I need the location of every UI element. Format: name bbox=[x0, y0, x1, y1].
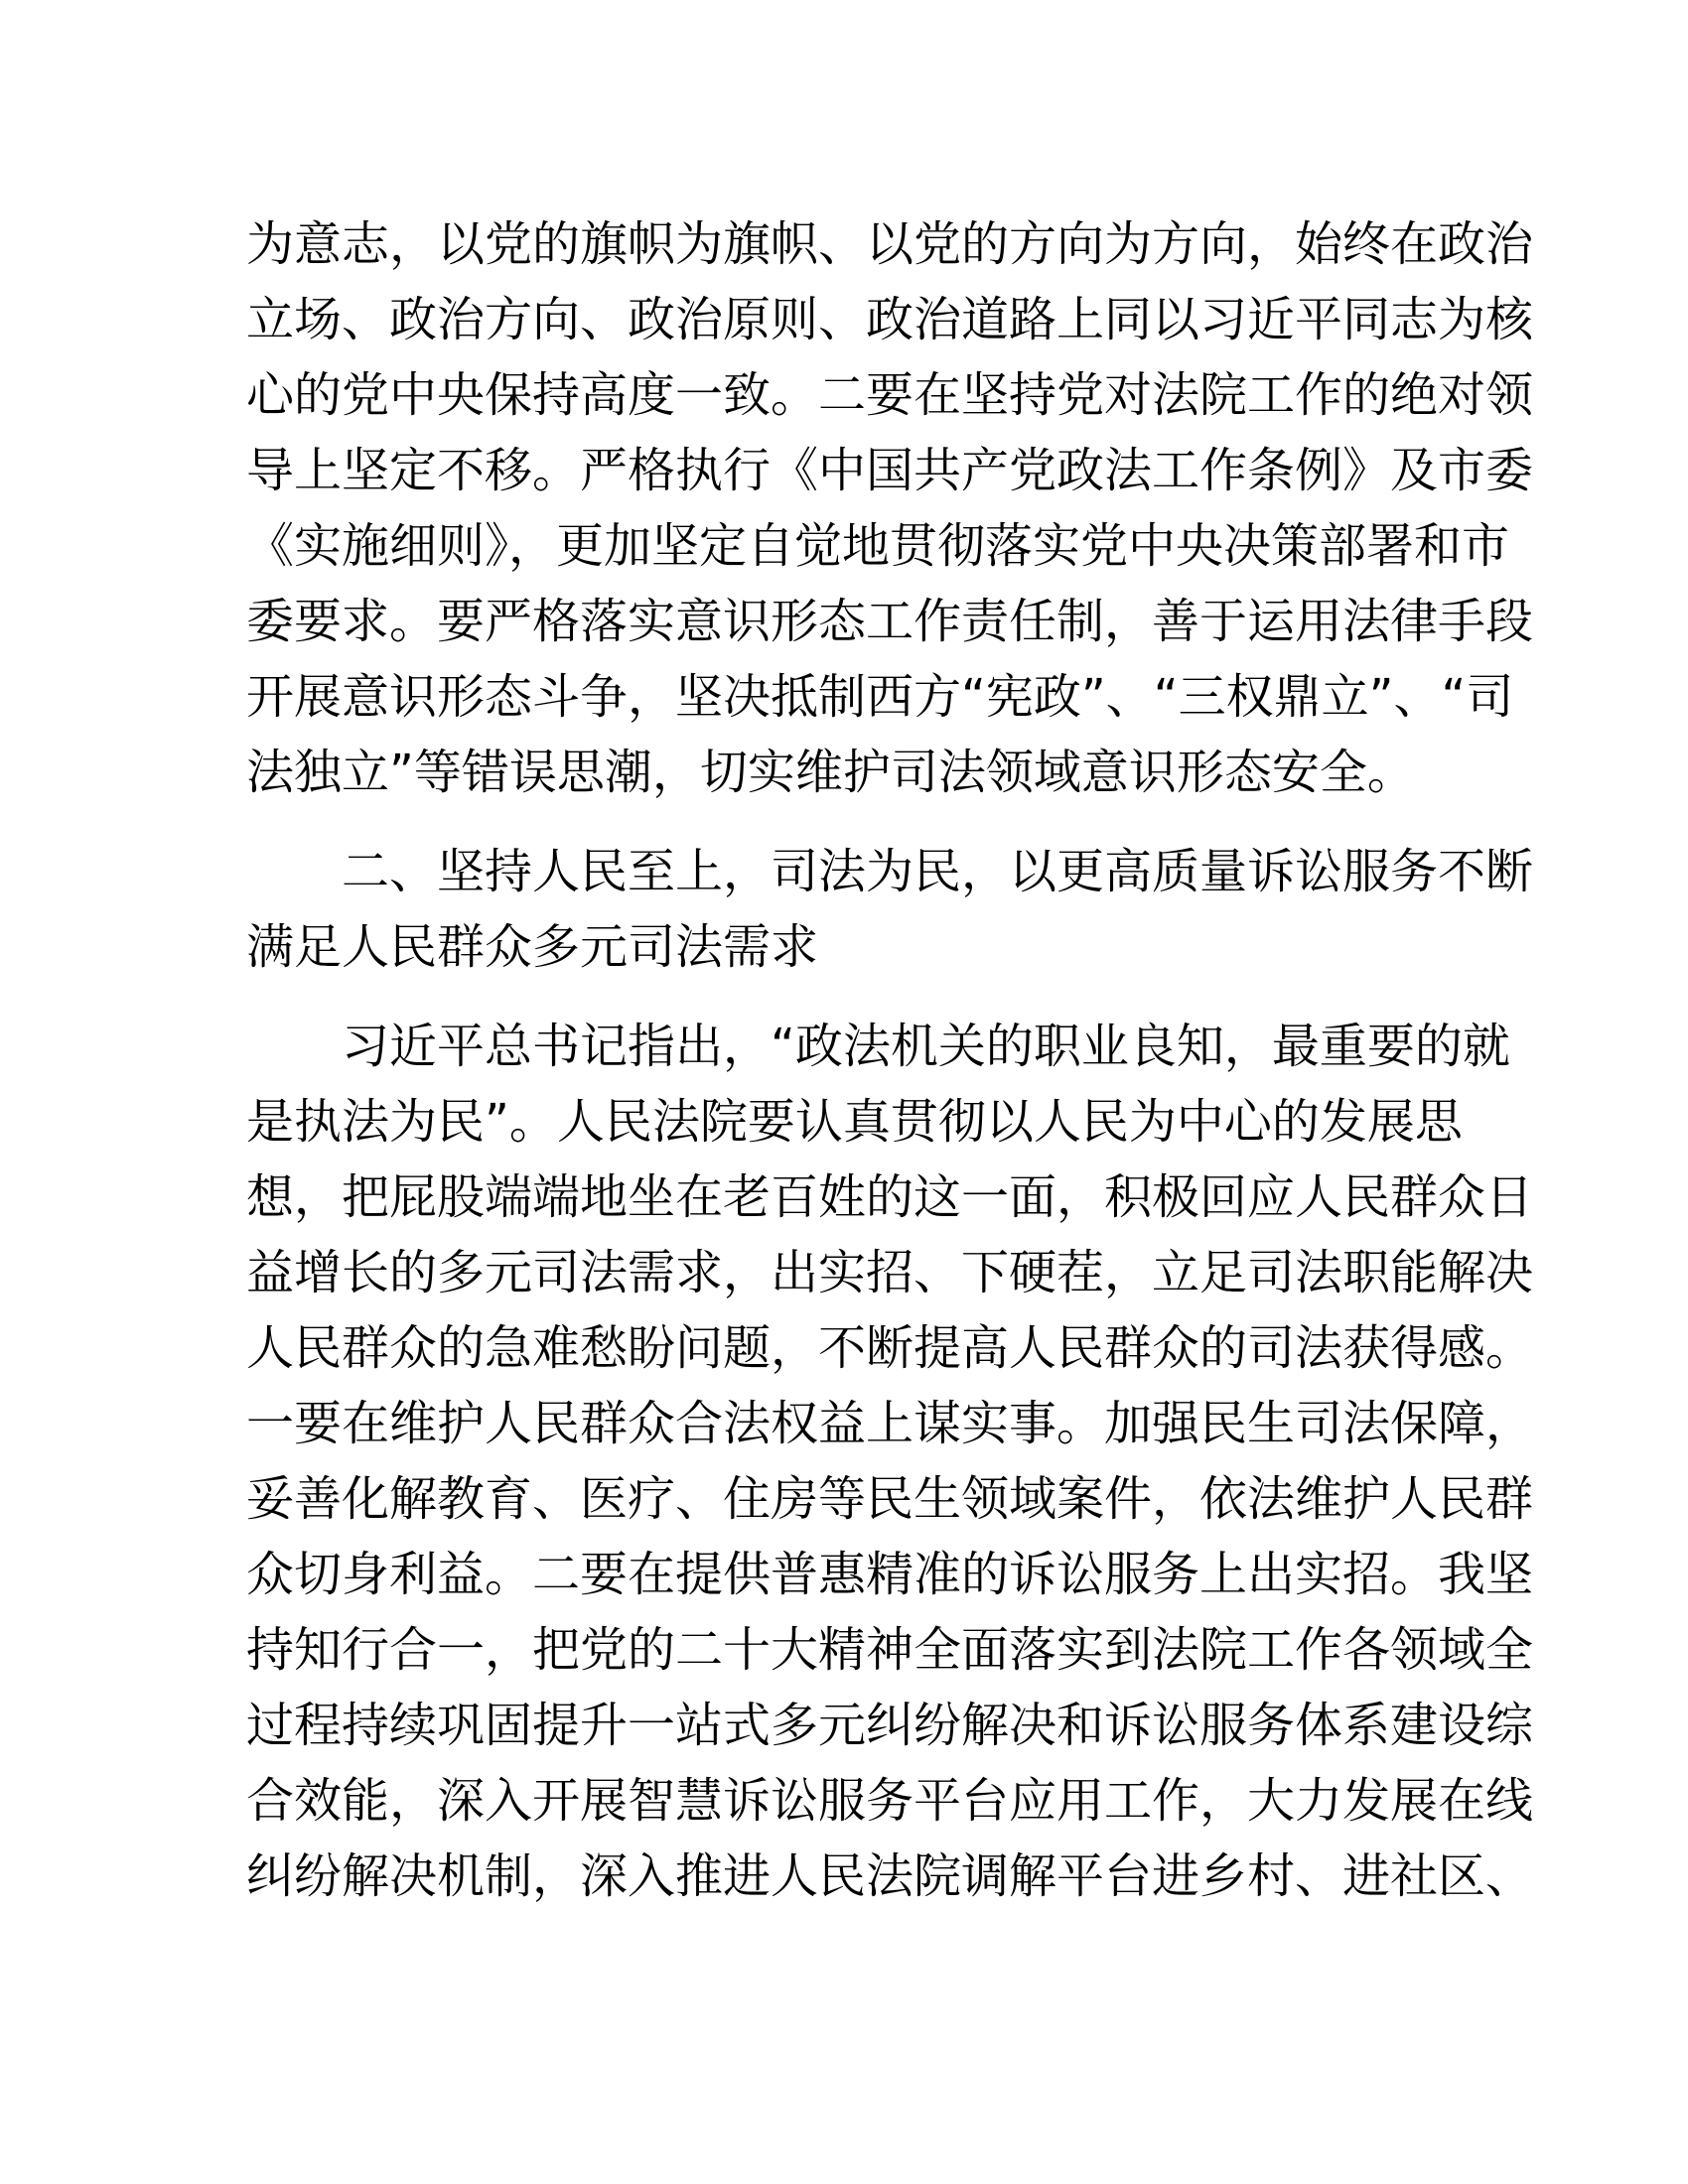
text-line: 《实施细则》，更加坚定自觉地贯彻落实党中央决策部署和市 bbox=[246, 518, 1510, 574]
text-line: 导上坚定不移。严格执行《中国共产党政法工作条例》及市委 bbox=[246, 443, 1534, 498]
section-heading-line: 满足人民群众多元司法需求 bbox=[246, 919, 819, 975]
text-line: 心的党中央保持高度一致。二要在坚持党对法院工作的绝对领 bbox=[246, 367, 1534, 423]
text-line: 开展意识形态斗争，坚决抵制西方“宪政”、“三权鼎立”、“司 bbox=[246, 669, 1514, 725]
text-line: 委要求。要严格落实意识形态工作责任制，善于运用法律手段 bbox=[246, 594, 1534, 649]
text-line: 持知行合一，把党的二十大精神全面落实到法院工作各领域全 bbox=[246, 1622, 1534, 1678]
document-body bbox=[246, 206, 1534, 1914]
text-line: 法独立”等错误思潮，切实维护司法领域意识形态安全。 bbox=[246, 745, 1415, 800]
section-heading-line: 二、坚持人民至上，司法为民，以更高质量诉讼服务不断 bbox=[246, 844, 1534, 899]
text-line: 立场、政治方向、政治原则、政治道路上同以习近平同志为核 bbox=[246, 292, 1534, 347]
text-line: 是执法为民”。人民法院要认真贯彻以人民为中心的发展思 bbox=[246, 1094, 1463, 1150]
text-line: 为意志，以党的旗帜为旗帜、以党的方向为方向，始终在政治 bbox=[246, 216, 1534, 272]
text-line: 妥善化解教育、医疗、住房等民生领域案件，依法维护人民群 bbox=[246, 1471, 1534, 1527]
text-line: 过程持续巩固提升一站式多元纠纷解决和诉讼服务体系建设综 bbox=[246, 1698, 1534, 1753]
text-line: 合效能，深入开展智慧诉讼服务平台应用工作，大力发展在线 bbox=[246, 1773, 1534, 1829]
text-line: 习近平总书记指出，“政法机关的职业良知，最重要的就 bbox=[246, 1019, 1510, 1074]
text-line: 众切身利益。二要在提供普惠精准的诉讼服务上出实招。我坚 bbox=[246, 1547, 1534, 1602]
text-line: 人民群众的急难愁盼问题，不断提高人民群众的司法获得感。 bbox=[246, 1320, 1534, 1376]
text-line: 想，把屁股端端地坐在老百姓的这一面，积极回应人民群众日 bbox=[246, 1169, 1534, 1225]
text-line: 纠纷解决机制，深入推进人民法院调解平台进乡村、进社区、 bbox=[246, 1848, 1534, 1904]
text-line: 益增长的多元司法需求，出实招、下硬茬，立足司法职能解决 bbox=[246, 1245, 1534, 1300]
text-line: 一要在维护人民群众合法权益上谋实事。加强民生司法保障， bbox=[246, 1396, 1534, 1451]
